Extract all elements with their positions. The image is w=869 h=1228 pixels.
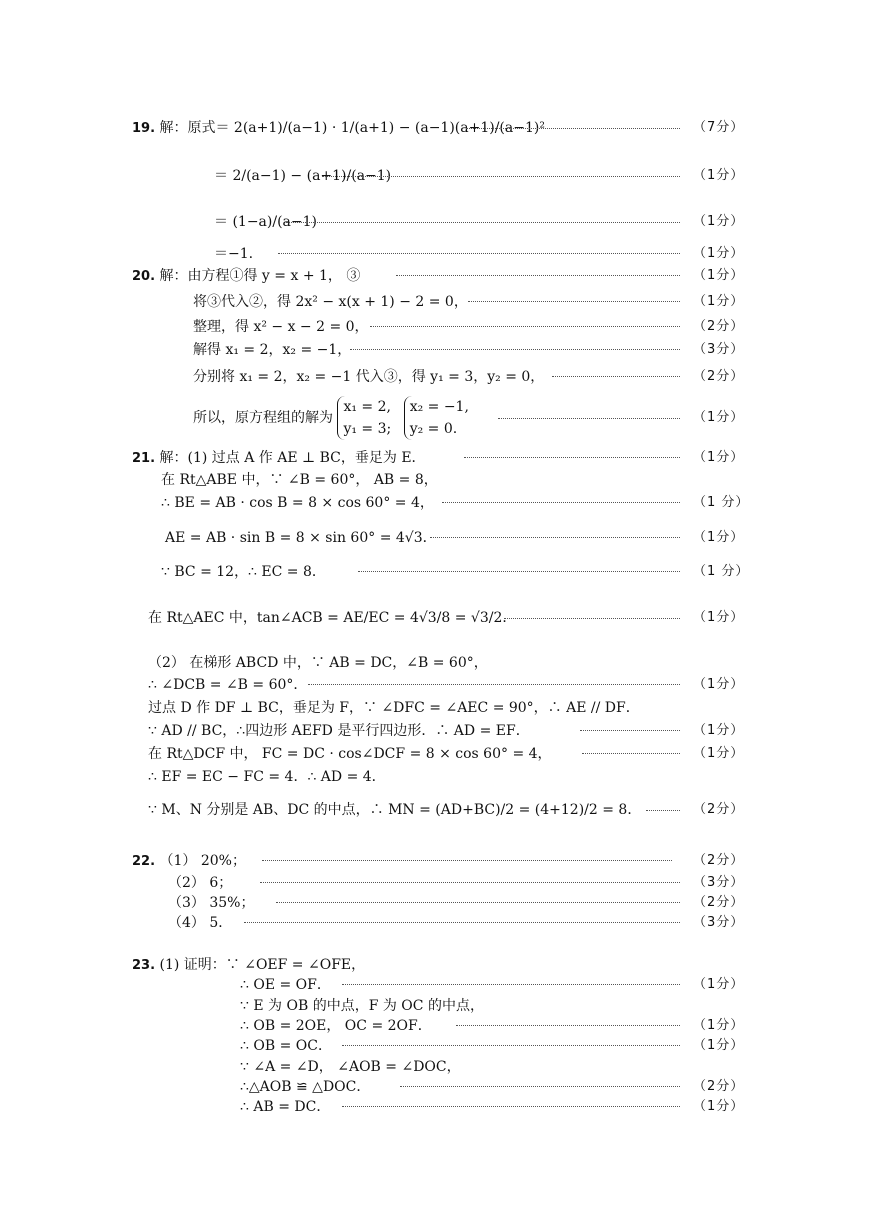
leader-dots [342, 984, 680, 985]
q21-line-10 [0, 720, 869, 742]
q23-step-1: (1) 证明：∵ ∠OEF = ∠OFE， [159, 957, 366, 973]
score: （2分） [693, 853, 745, 868]
score: （1分） [693, 168, 745, 183]
q22-line-3 [0, 892, 869, 914]
leader-dots [646, 810, 680, 811]
q22-answer-4: （4） 5． [168, 915, 233, 931]
score: （2分） [693, 895, 745, 910]
leader-dots [580, 730, 680, 731]
leader-dots [244, 922, 680, 923]
sol2-x: x₂ = −1, [409, 399, 469, 415]
q23-line-2 [0, 974, 869, 996]
score: （1分） [693, 214, 745, 229]
score: （2分） [693, 802, 745, 817]
q19-line-1 [0, 104, 869, 152]
q23-step-7: ∴△AOB ≌ △DOC． [240, 1079, 371, 1095]
q21-step-1: 解：(1) 过点 A 作 AE ⊥ BC，垂足为 E． [159, 450, 426, 466]
q23-step-6: ∵ ∠A = ∠D， ∠AOB = ∠DOC， [240, 1059, 461, 1075]
q22-answer-2: （2） 6； [168, 875, 233, 891]
leader-dots [498, 418, 680, 419]
q22-number: 22. [132, 854, 156, 869]
score: （1分） [693, 610, 745, 625]
score: （3分） [693, 342, 745, 357]
score: （1分） [693, 677, 745, 692]
q23-step-8: ∴ AB = DC． [240, 1099, 331, 1115]
score: （1分） [693, 294, 745, 309]
score: （1 分） [693, 564, 750, 579]
q20-line-1 [0, 265, 869, 287]
leader-dots [400, 1086, 680, 1087]
q23-line-8 [0, 1096, 869, 1118]
leader-dots [582, 753, 680, 754]
q20-line-6 [0, 394, 869, 442]
q23-step-5: ∴ OB = OC． [240, 1038, 332, 1054]
q19-expression: 解：原式＝ 2(a+1)/(a−1) · 1/(a+1) − (a−1)(a+1)/(a−1)² [159, 120, 545, 136]
leader-dots [278, 253, 680, 254]
q22-answer-3: （3） 35%； [168, 895, 255, 911]
solution-system-2 [404, 396, 469, 440]
leader-dots [308, 684, 680, 685]
score: （3分） [693, 875, 745, 890]
q21-step-2: 在 Rt△ABE 中，∵ ∠B = 60°， AB = 8， [161, 472, 438, 488]
q22-answer-1: （1） 20%； [159, 853, 246, 869]
leader-dots [276, 902, 680, 903]
q21-line-12 [0, 766, 869, 788]
score: （1分） [693, 1099, 745, 1114]
q21-line-13 [0, 786, 869, 834]
q19-number: 19. [132, 121, 156, 136]
leader-dots [396, 275, 680, 276]
q21-step-7: （2） 在梯形 ABCD 中，∵ AB = DC，∠B = 60°， [148, 655, 488, 671]
leader-dots [468, 301, 680, 302]
score: （2分） [693, 319, 745, 334]
q21-step-8: ∴ ∠DCB = ∠B = 60°． [148, 677, 308, 693]
q21-line-9 [0, 697, 869, 719]
q21-step-5: ∵ BC = 12，∴ EC = 8． [161, 564, 326, 580]
leader-dots [262, 860, 672, 861]
q21-step-9: 过点 D 作 DF ⊥ BC，垂足为 F，∵ ∠DFC = ∠AEC = 90°，∴ AE // DF． [148, 700, 640, 716]
leader-dots [552, 376, 680, 377]
score: （1分） [693, 410, 745, 425]
q19-line-2 [0, 152, 869, 200]
q23-line-3 [0, 995, 869, 1017]
q21-line-11 [0, 743, 869, 765]
q21-line-3 [0, 492, 869, 514]
q21-line-8 [0, 674, 869, 696]
leader-dots [342, 1045, 680, 1046]
q23-line-4 [0, 1015, 869, 1037]
leader-dots [370, 326, 680, 327]
leader-dots [260, 882, 680, 883]
q21-step-11: 在 Rt△DCF 中， FC = DC · cos∠DCF = 8 × cos 60° = 4， [148, 746, 552, 762]
q20-line-5 [0, 366, 869, 388]
q23-line-1 [0, 954, 869, 976]
leader-dots [322, 176, 680, 177]
score: （3分） [693, 915, 745, 930]
sol1-y: y₁ = 3; [343, 421, 392, 437]
leader-dots [504, 618, 680, 619]
q23-line-5 [0, 1035, 869, 1057]
solution-system-1 [337, 396, 391, 440]
q23-step-3: ∵ E 为 OB 的中点，F 为 OC 的中点， [240, 998, 484, 1014]
q21-step-10: ∵ AD // BC，∴四边形 AEFD 是平行四边形．∴ AD = EF． [148, 723, 530, 739]
score: （1分） [693, 1018, 745, 1033]
q23-number: 23. [132, 958, 156, 973]
q20-step-4: 解得 x₁ = 2，x₂ = −1， [193, 342, 352, 358]
q22-line-2 [0, 872, 869, 894]
q21-line-7 [0, 652, 869, 674]
q20-conclusion: 所以，原方程组的解为 [193, 410, 333, 426]
score: （1分） [693, 977, 745, 992]
q21-line-4 [0, 527, 869, 549]
sol1-x: x₁ = 2, [343, 399, 391, 415]
q21-number: 21. [132, 451, 156, 466]
score: （2分） [693, 369, 745, 384]
q21-step-6: 在 Rt△AEC 中，tan∠ACB = AE/EC = 4√3/8 = √3/2． [148, 610, 517, 626]
q21-step-12: ∴ EF = EC − FC = 4．∴ AD = 4． [148, 769, 386, 785]
q21-line-6 [0, 594, 869, 642]
score: （1 分） [693, 495, 750, 510]
q23-step-2: ∴ OE = OF． [240, 977, 331, 993]
q20-step-5: 分别将 x₁ = 2，x₂ = −1 代入③，得 y₁ = 3，y₂ = 0， [193, 369, 545, 385]
q22-line-4 [0, 912, 869, 934]
q20-line-4 [0, 339, 869, 361]
q20-line-2 [0, 291, 869, 313]
score: （1分） [693, 450, 745, 465]
score: （1分） [693, 530, 745, 545]
q19-line-3 [0, 198, 869, 246]
score: （2分） [693, 1079, 745, 1094]
q20-step-1: 解：由方程①得 y = x + 1， ③ [159, 268, 361, 284]
q19-step-2: ＝ 2/(a−1) − (a+1)/(a−1) [214, 168, 392, 184]
q20-step-3: 整理，得 x² − x − 2 = 0， [193, 319, 369, 335]
q21-step-3: ∴ BE = AB · cos B = 8 × cos 60° = 4， [161, 495, 434, 511]
q23-step-4: ∴ OB = 2OE， OC = 2OF． [240, 1018, 432, 1034]
q20-step-2: 将③代入②，得 2x² − x(x + 1) − 2 = 0， [193, 294, 468, 310]
q20-line-3 [0, 316, 869, 338]
score: （7分） [693, 120, 745, 135]
leader-dots [464, 457, 680, 458]
q22-line-1 [0, 850, 869, 872]
score: （1分） [693, 246, 745, 261]
score: （1分） [693, 268, 745, 283]
q19-step-4: ＝−1. [214, 246, 254, 262]
leader-dots [286, 222, 680, 223]
q21-step-13: ∵ M、N 分别是 AB、DC 的中点，∴ MN = (AD+BC)/2 = (4+12)/2 = 8． [148, 802, 642, 818]
leader-dots [442, 502, 680, 503]
leader-dots [342, 1106, 680, 1107]
leader-dots [456, 1025, 680, 1026]
q19-line-4 [0, 243, 869, 265]
score: （1分） [693, 1038, 745, 1053]
leader-dots [358, 571, 680, 572]
q20-number: 20. [132, 269, 156, 284]
q21-line-1 [0, 447, 869, 469]
leader-dots [350, 349, 680, 350]
q21-line-5 [0, 561, 869, 583]
q21-line-2 [0, 469, 869, 491]
score: （1分） [693, 723, 745, 738]
q23-line-7 [0, 1076, 869, 1098]
leader-dots [466, 128, 680, 129]
sol2-y: y₂ = 0. [409, 421, 458, 437]
score: （1分） [693, 746, 745, 761]
q23-line-6 [0, 1056, 869, 1078]
q21-step-4: AE = AB · sin B = 8 × sin 60° = 4√3． [165, 530, 437, 546]
q19-step-3: ＝ (1−a)/(a−1) [214, 214, 317, 230]
leader-dots [430, 537, 680, 538]
